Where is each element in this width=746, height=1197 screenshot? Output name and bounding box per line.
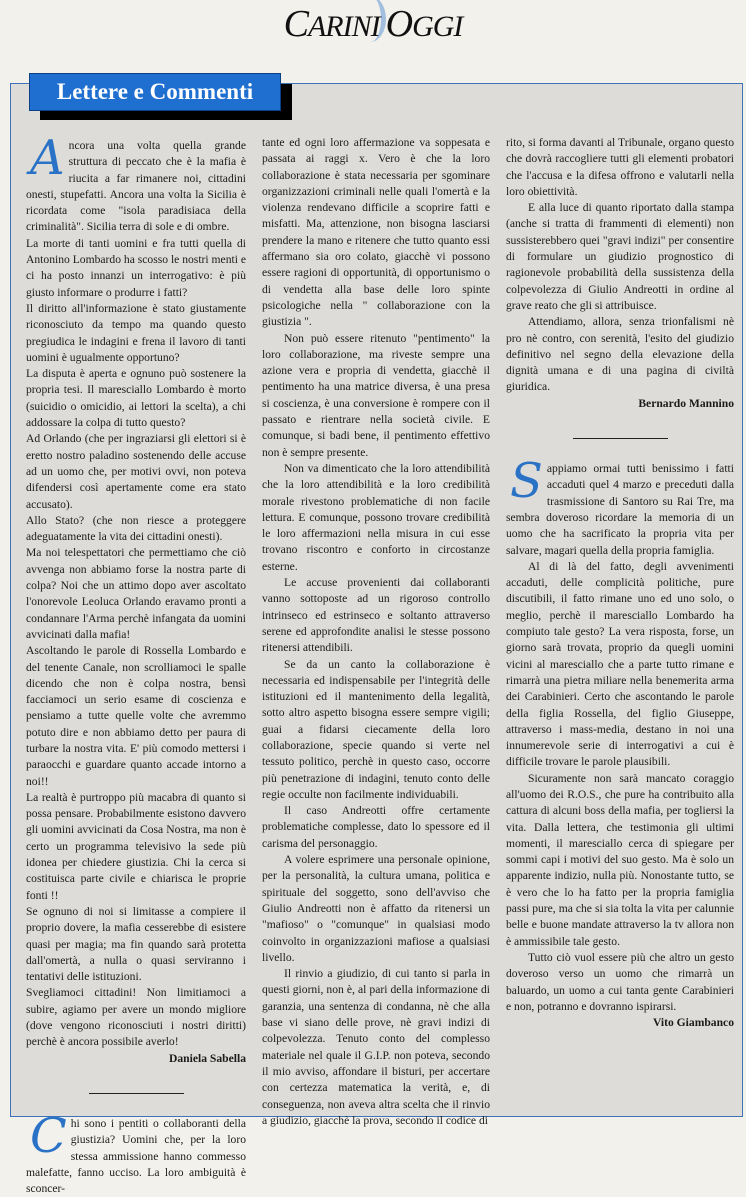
letter2-paragraph: rito, si forma davanti al Tribunale, organo questo che dovrà raccogliere tutti gli elementi probatori che l'accusa e la difesa offrono e valutarli nella loro obiettività. <box>506 136 734 198</box>
letter2-paragraph: Chi sono i pentiti o collaboranti della giustizia? Uomini che, per la loro stessa ammissione hanno commesso malefatte, fanno ucciso. La loro ambiguità è sconcer- <box>26 1107 246 1196</box>
letter1-paragraph: Ad Orlando (che per ingraziarsi gli elettori si è eretto nostro paladino sostenendo delle accuse ad un uomo che, per motivi ovvi, non poteva difendersi così apertamente come era stato accusato). <box>26 432 246 511</box>
letter2-paragraph: Non può essere ritenuto "pentimento" la loro collaborazione, ma riveste sempre una azione vera e propria di vendetta, giacchè il pentimento ha una matrice diversa, è una presa si coscienza, è una conversione è rompere con il passato e rientrare nella società civile. E comunque, si badi bene, il pentimento effettivo non è sempre presente. <box>262 331 490 459</box>
letter3-signature: Vito Giambanco <box>652 1016 734 1030</box>
letter1-paragraph: Allo Stato? (che non riesce a proteggere adeguatamente la vita dei cittadini onesti). <box>26 513 246 544</box>
letter1-paragraph: La disputa è aperta e ognuno può sostenere la propria tesi. Il maresciallo Lombardo è morto (suicidio o omicidio, ai lettori la scelta), a chi addossare la colpa di tutto questo? <box>26 367 246 430</box>
letter2-paragraph: tante ed ogni loro affermazione va soppesata e passata ai raggi x. Vero è che la loro collaborazione è stata necessaria per sgominare organizzazioni criminali nelle quali l'omertà e la violenza rendevano difficile a scoprire fatti e misfatti. Ma, attenzione, non bisogna lasciarsi prendere la mano e ritenere che tutto quanto essi affermano sia oro colato, giacchè vi possono essere ragioni di opportunità, di opportunismo o di vendetta alla base delle loro spinte psicologiche nella " collaborazione con la giustizia ". <box>262 136 490 329</box>
masthead-part1: CARINI <box>283 3 380 45</box>
column-3 <box>506 135 734 1031</box>
column-2 <box>262 135 490 1129</box>
letter3-paragraph: Al di là del fatto, degli avvenimenti accaduti, delle complicità politiche, pure discutibili, il fatto rimane uno ed uno solo, o meglio, perchè il maresciallo Lombardo ha compiuto tale gesto? La vera risposta, forse, un giorno sarà trovata, proprio da quegli uomini vicini al maresciallo che a parte tutto rimane e rimarrà una pietra miliare nella benemerita arma dei Carabinieri. Certo che ascontando le parole della figlia Rossella, del figlio Giuseppe, attraverso i mass-media, destano in noi una innumerevole serie di interrogativi a cui è difficile trovare le parole plausibili. <box>506 559 734 769</box>
letter1-paragraph: Se ognuno di noi si limitasse a compiere il proprio dovere, la mafia cesserebbe di esistere quasi per magia; ma fin quando sarà protetta dall'omertà, a nulla o quasi serviranno i tentativi delle istituzioni. <box>26 904 246 984</box>
letter1-paragraph: Svegliamoci cittadini! Non limitiamoci a subire, agiamo per avere un mondo migliore (dove vengono riconosciuti i nostri diritti) perchè è ancora possibile averlo! <box>26 986 246 1049</box>
divider <box>573 438 668 439</box>
section-title: Lettere e Commenti <box>29 73 281 111</box>
letter1-paragraph: Il diritto all'informazione è stato giustamente riconosciuto da tempo ma quando questo pregiudica le indagini e frena il lavoro di tanti uomini è ugualmente opportuno? <box>26 301 246 364</box>
letter2-paragraph: Attendiamo, allora, senza trionfalismi nè pro nè contro, con serenità, l'esito del giudizio definitivo nel segno della elevazione della dignità umana e di una pagina di civiltà giuridica. <box>506 315 734 394</box>
masthead-part2: OGGI <box>385 3 463 45</box>
letter2-paragraph: Il rinvio a giudizio, di cui tanto si parla in questi giorni, non è, al pari della informazione di garanzia, una sentenza di condanna, nè che alla base vi siano delle prove, nè gravi indizi di colpevolezza. Tenuto conto del complesso materiale nel quale il G.I.P. non poteva, secondo il mio avviso, affondare il bisturi, per accertare con certezza matematica la verità, e, di conseguenza, non aveva altra scelta che il rinvio a giudizio, giacchè la prova, secondo il codice di <box>262 967 490 1127</box>
letter2-paragraph: Le accuse provenienti dai collaboranti vanno sottoposte ad un rigoroso controllo intrinseco ed estrinseco e soltanto attraverso serene ed approfondite analisi le stesse possono ritenersi attendibili. <box>262 576 490 655</box>
column-1 <box>26 130 246 1197</box>
letter2-paragraph: Se da un canto la collaborazione è necessaria ed indispensabile per l'integrità delle istituzioni ed il mantenimento della legalità, sotto altro aspetto bisogna essere sempre vigili; guai a fidarsi ciecamente della loro collaborazione, specie quando si verte nel tessuto politico, perchè in questo caso, occorre più penetrazione di indagini, tenuto conto delle regie occulte non facilmente individuabili. <box>262 657 490 801</box>
drop-cap: S <box>510 453 543 510</box>
letter2-signature: Bernardo Mannino <box>638 396 734 410</box>
letter3-paragraph: Sappiamo ormai tutti benissimo i fatti accaduti quel 4 marzo e preceduti dalla trasmissione di Santoro su Rai Tre, ma sembra doveroso ricordare la memoria di un uomo che ha sacrificato la propria vita per salvare, magari quella della propria famiglia. <box>506 453 734 557</box>
letter1-paragraph: Ma noi telespettatori che permettiamo che ciò avvenga non abbiamo forse la nostra parte di colpa? Noi che un attimo dopo aver ascoltato l'onorevole Leoluca Orlando eravamo pronti a condannare l'Arma perchè infangata da uomini avvicinati dalla mafia! <box>26 546 246 641</box>
drop-cap: C <box>30 1107 67 1164</box>
letter3-paragraph: Tutto ciò vuol essere più che altro un gesto doveroso verso un uomo che rimarrà un baluardo, un uomo a cui tanta gente Carabinieri e non, potranno e dovranno ispirarsi. <box>506 950 734 1013</box>
letter2-paragraph: E alla luce di quanto riportato dalla stampa (anche si tratta di frammenti di elementi) non sussisterebbero quei "gravi indizi" per consentire di formulare un giudizio prognostico di ragionevole probabilità della sussistenza della colpevolezza di Giulio Andreotti in ordine al grave reato che gli si attribuisce. <box>506 201 734 312</box>
letter1-paragraph: La morte di tanti uomini e fra tutti quella di Antonino Lombardo ha scosso le nostri menti e ci ha posto innanzi un interrogativo: è più giusto informare o produrre i fatti? <box>26 236 246 299</box>
letter1-signature: Daniela Sabella <box>169 1051 246 1065</box>
masthead-logo <box>0 2 746 46</box>
letter2-paragraph: Il caso Andreotti offre certamente problematiche complesse, dato lo spessore ed il carisma del personaggio. <box>262 804 490 850</box>
letter1-paragraph: Ancora una volta quella grande struttura di peccato che è la mafia è riucita a far rimanere noi, cittadini onesti, stupefatti. Ancora una volta la Sicilia è ricordata come "isola paradisiaca della criminalità". Sicilia terra di sole e di ombre. <box>26 130 246 234</box>
letter1-paragraph: La realtà è purtroppo più macabra di quanto si possa pensare. Probabilmente esistono davvero gli uomini avvicinati da Cosa Nostra, ma non è certo un programma televisivo la sede più idonea per chiedere giustizia. Chi la cerca si costituisca parte civile e chiarisca le proprie fonti !! <box>26 790 246 902</box>
drop-cap: A <box>30 130 65 186</box>
letter2-paragraph: Non va dimenticato che la loro attendibilità che la loro attendibilità e la loro credibilità morale rivestono problematiche di non facile lettura. E comunque, possono trovare credibilità le loro affermazioni nella misura in cui esse trovano riscontro e conforto in circostanze esterne. <box>262 461 490 573</box>
letter3-paragraph: Sicuramente non sarà mancato coraggio all'uomo dei R.O.S., che pure ha contribuito alla cattura di alcuni boss della mafia, per togliersi la vita. Dalla lettera, che testimonia gli ultimi momenti, il maresciallo cerca di spiegare per sommi capi i motivi del suo gesto. Ma è solo un apparente indizio, nulla più. Nonostante tutto, se è vero che lo ha fatto per la propria famiglia passi pure, ma che si sia tolta la vita per calunnie belle e buone mandate attraverso la tv allora non è ammissibile tale gesto. <box>506 771 734 948</box>
letter2-paragraph: A volere esprimere una personale opinione, per la personalità, la cultura umana, politica e spirituale del soggetto, sono dell'avviso che Giulio Andreotti non è affatto da ritenersi un "mafioso" o "comunque" in qualsiasi modo coinvolto in organizzazioni mafiose a qualsiasi livello. <box>262 853 490 964</box>
divider <box>89 1093 184 1094</box>
letter1-paragraph: Ascoltando le parole di Rossella Lombardo e del tenente Canale, non scrolliamoci le spalle dicendo che non è colpa nostra, bensì facciamoci un serio esame di coscienza e pensiamo a tutte quelle volte che avremmo potuto dire e non abbiamo detto per paura di turbare la nostra vita. E' più comodo mettersi i paraocchi e guardare quanto accade intorno a noi!! <box>26 644 246 788</box>
